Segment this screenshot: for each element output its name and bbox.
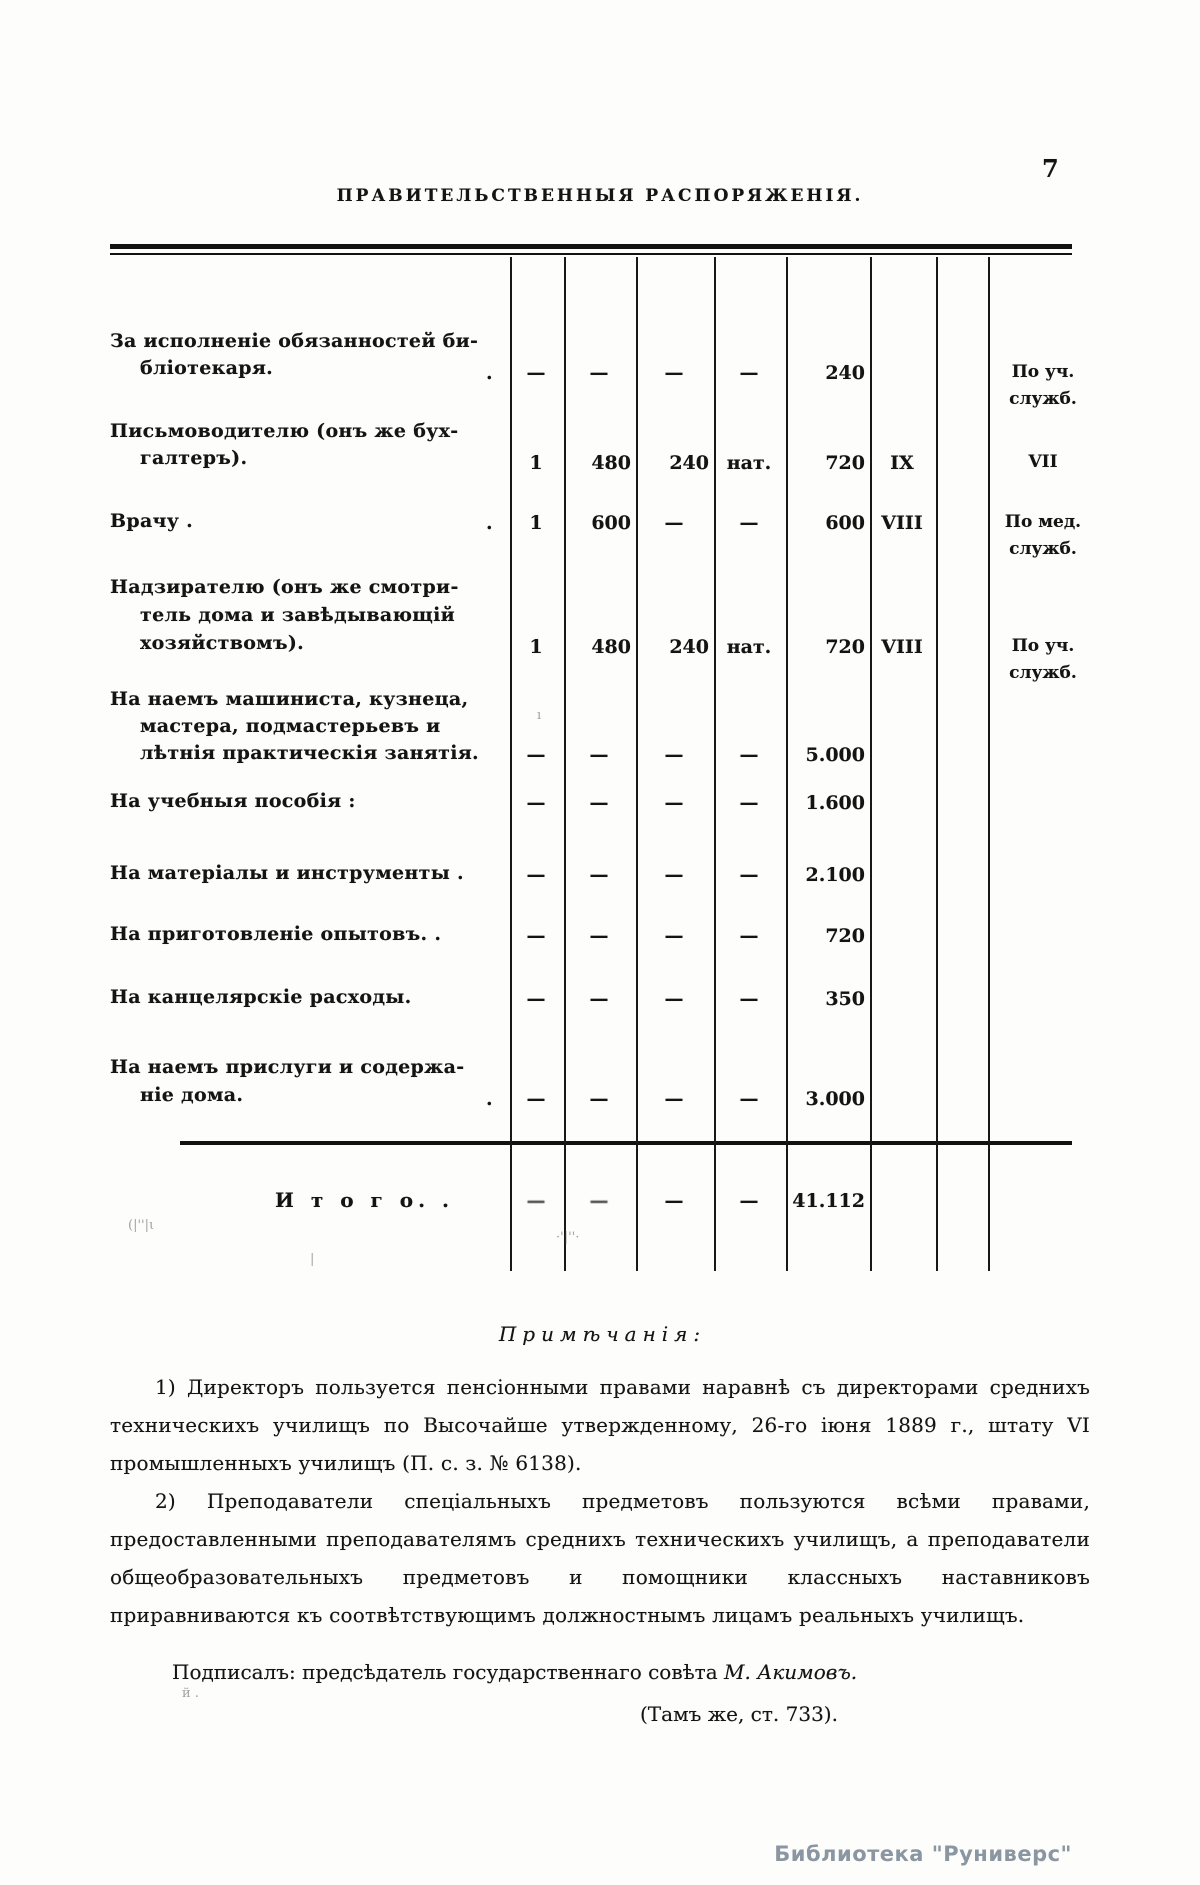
table-cell-note-line: служб. [1009, 389, 1077, 409]
table-cell-rank: IX [890, 452, 914, 474]
row-label-line: На учебныя пособія : [110, 790, 356, 812]
table-cell-total: 720 [825, 636, 865, 658]
table-cell-total: 41.112 [792, 1190, 865, 1212]
row-label-line: Надзирателю (онъ же смотри- [110, 576, 459, 598]
table-cell-count: 1 [529, 636, 543, 658]
table-cell-salary: — [589, 988, 609, 1010]
scan-artifact: ·'|''· [556, 1230, 580, 1245]
table-cell-total: 1.600 [805, 792, 865, 814]
table-cell-total: 350 [825, 988, 865, 1010]
scan-artifact: | [310, 1252, 315, 1267]
table-cell-rank: VIII [881, 636, 923, 658]
table-cell-count: 1 [529, 512, 543, 534]
table-cell-salary: — [589, 1190, 609, 1212]
table-cell-salary: — [589, 864, 609, 886]
table-cell-count: — [526, 1088, 546, 1110]
table-top-rule-thin [110, 253, 1072, 255]
table-cell-note-line: служб. [1009, 539, 1077, 559]
runivers-watermark: Библиотека "Руниверс" [774, 1842, 1072, 1866]
scan-artifact: й . [182, 1686, 199, 1701]
row-dot-leader: . [486, 1088, 493, 1110]
table-cell-salary: — [589, 925, 609, 947]
table-column-divider [786, 257, 788, 1271]
row-label-line: Врачу . [110, 510, 194, 532]
table-total-rule [180, 1141, 1072, 1145]
table-cell-in-kind: — [739, 1088, 759, 1110]
signature-line [172, 1660, 857, 1684]
scan-artifact: ı [537, 708, 542, 723]
table-cell-count: — [526, 1190, 546, 1212]
table-cell-in-kind: — [739, 362, 759, 384]
notes-heading: Примѣчанія: [498, 1322, 707, 1346]
row-label-line: тель дома и завѣдывающій [140, 604, 456, 626]
table-cell-total: 720 [825, 925, 865, 947]
table-column-divider [510, 257, 512, 1271]
row-label-line: На матеріалы и инструменты . [110, 862, 464, 884]
total-row-label: И т о г о. . [275, 1188, 454, 1212]
table-cell-in-kind: — [739, 744, 759, 766]
row-label-line: галтеръ). [140, 447, 248, 469]
table-column-divider [936, 257, 938, 1271]
table-cell-salary: — [589, 744, 609, 766]
table-cell-in-kind: нат. [726, 452, 772, 474]
page-header-title: ПРАВИТЕЛЬСТВЕННЫЯ РАСПОРЯЖЕНІЯ. [336, 186, 864, 206]
signature-name: М. Акимовъ. [724, 1660, 858, 1684]
row-label-line: На канцелярскіе расходы. [110, 986, 412, 1008]
table-cell-table-money: — [664, 925, 684, 947]
note-item-1: 1) Директоръ пользуется пенсіонными правами наравнѣ съ директорами среднихъ техническихъ училищъ по Высочайше утвержденному, 26-го іюня 1889 г., штату VI промышленныхъ училищъ (П. с. з. № 6138). [110, 1375, 1090, 1475]
row-label-line: На приготовленіе опытовъ. . [110, 923, 442, 945]
table-cell-table-money: — [664, 362, 684, 384]
table-cell-in-kind: — [739, 1190, 759, 1212]
row-label-line: мастера, подмастерьевъ и [140, 715, 441, 737]
table-cell-table-money: 240 [669, 452, 709, 474]
page-number: 7 [1042, 154, 1059, 183]
table-cell-salary: 480 [591, 636, 631, 658]
table-cell-note-line: служб. [1009, 663, 1077, 683]
signature-prefix: Подписалъ: предсѣдатель государственнаго совѣта [172, 1660, 718, 1684]
scan-artifact: (|''|ι [128, 1218, 155, 1233]
table-cell-total: 2.100 [805, 864, 865, 886]
row-dot-leader: . [486, 512, 493, 534]
table-cell-in-kind: — [739, 925, 759, 947]
note-item-2: 2) Преподаватели спеціальныхъ предметовъ пользуются всѣми правами, предоставленными преподавателямъ среднихъ техническихъ училищъ, а преподаватели общеобразовательныхъ предметовъ и помощники классныхъ наставниковъ приравниваются къ соотвѣтствующимъ должностнымъ лицамъ реальныхъ училищъ. [110, 1489, 1090, 1627]
row-label-line: ніе дома. [140, 1084, 244, 1106]
row-label-line: лѣтнія практическія занятія. [140, 742, 479, 764]
citation-line: (Тамъ же, ст. 733). [640, 1702, 838, 1726]
table-cell-table-money: — [664, 1190, 684, 1212]
table-cell-count: — [526, 925, 546, 947]
row-label-line: На наемъ машиниста, кузнеца, [110, 688, 469, 710]
table-column-divider [714, 257, 716, 1271]
table-column-divider [988, 257, 990, 1271]
table-cell-in-kind: — [739, 792, 759, 814]
table-cell-total: 720 [825, 452, 865, 474]
row-label-line: На наемъ прислуги и содержа- [110, 1056, 465, 1078]
row-dot-leader: . [486, 362, 493, 384]
table-cell-table-money: — [664, 988, 684, 1010]
table-cell-table-money: — [664, 1088, 684, 1110]
table-cell-in-kind: нат. [726, 636, 772, 658]
table-cell-table-money: — [664, 792, 684, 814]
row-label-line: Письмоводителю (онъ же бух- [110, 420, 459, 442]
table-cell-total: 3.000 [805, 1088, 865, 1110]
table-cell-table-money: — [664, 744, 684, 766]
table-cell-count: — [526, 362, 546, 384]
table-cell-salary: 600 [591, 512, 631, 534]
table-cell-note-line: По уч. [1011, 636, 1075, 656]
table-cell-table-money: — [664, 864, 684, 886]
table-cell-salary: — [589, 792, 609, 814]
table-cell-total: 5.000 [805, 744, 865, 766]
table-column-divider [870, 257, 872, 1271]
table-cell-note-line: По мед. [1004, 512, 1082, 532]
table-cell-count: — [526, 864, 546, 886]
row-label-line: За исполненіе обязанностей би- [110, 330, 479, 352]
table-cell-note-line: По уч. [1011, 362, 1075, 382]
table-cell-count: — [526, 744, 546, 766]
table-cell-rank: VIII [881, 512, 923, 534]
table-top-rule-thick [110, 244, 1072, 249]
table-column-divider [636, 257, 638, 1271]
table-cell-note-line: VII [1028, 452, 1058, 472]
table-cell-in-kind: — [739, 512, 759, 534]
table-cell-salary: 480 [591, 452, 631, 474]
table-cell-count: — [526, 988, 546, 1010]
table-cell-in-kind: — [739, 864, 759, 886]
table-cell-table-money: 240 [669, 636, 709, 658]
table-cell-count: — [526, 792, 546, 814]
table-cell-count: 1 [529, 452, 543, 474]
table-cell-table-money: — [664, 512, 684, 534]
table-cell-in-kind: — [739, 988, 759, 1010]
row-label-line: хозяйствомъ). [140, 632, 305, 654]
table-cell-salary: — [589, 1088, 609, 1110]
row-label-line: бліотекаря. [140, 357, 274, 379]
table-cell-salary: — [589, 362, 609, 384]
table-cell-total: 240 [825, 362, 865, 384]
table-column-divider [564, 257, 566, 1271]
table-cell-total: 600 [825, 512, 865, 534]
